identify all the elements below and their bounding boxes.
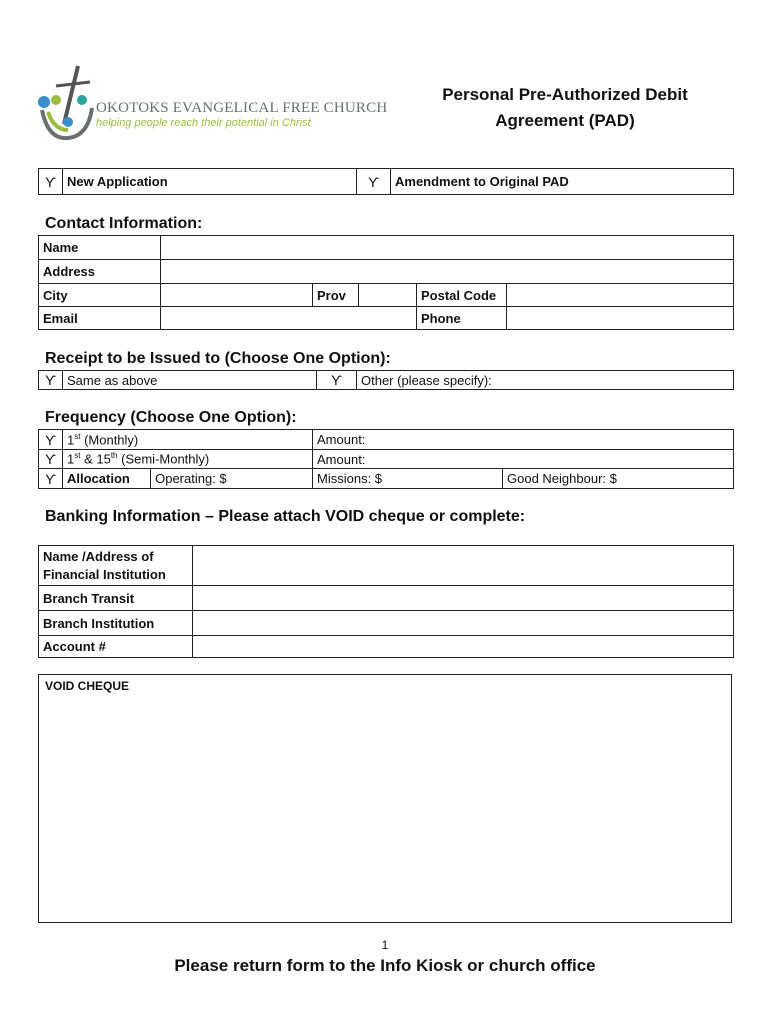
name-field[interactable] bbox=[161, 236, 734, 260]
other-label[interactable]: Other (please specify): bbox=[357, 371, 734, 390]
amount2-label[interactable]: Amount: bbox=[313, 450, 734, 469]
allocation-label: Allocation bbox=[63, 469, 151, 489]
semi-monthly-label: 1st & 15th (Semi-Monthly) bbox=[63, 450, 313, 469]
new-application-checkbox[interactable]: ϒ bbox=[39, 169, 63, 195]
phone-field[interactable] bbox=[507, 307, 734, 330]
branch-transit-label: Branch Transit bbox=[39, 586, 193, 611]
financial-institution-label bbox=[39, 546, 193, 586]
void-cheque-label: VOID CHEQUE bbox=[45, 679, 130, 693]
application-type-table bbox=[38, 168, 734, 195]
email-field[interactable] bbox=[161, 307, 417, 330]
church-logo-icon bbox=[34, 64, 96, 144]
amendment-label: Amendment to Original PAD bbox=[391, 169, 734, 195]
postal-code-label: Postal Code bbox=[417, 284, 507, 307]
financial-institution-label-line2: Financial Institution bbox=[43, 566, 166, 582]
account-field[interactable] bbox=[193, 636, 734, 658]
operating-label[interactable]: Operating: $ bbox=[151, 469, 313, 489]
address-field[interactable] bbox=[161, 260, 734, 284]
amount1-label[interactable]: Amount: bbox=[313, 430, 734, 450]
banking-heading: Banking Information – Please attach VOID cheque or complete: bbox=[45, 508, 526, 525]
same-as-above-checkbox[interactable]: ϒ bbox=[39, 371, 63, 390]
account-label: Account # bbox=[39, 636, 193, 658]
financial-institution-label-line1: Name /Address of bbox=[43, 548, 154, 564]
contact-table bbox=[38, 235, 734, 330]
frequency-table bbox=[38, 429, 734, 489]
same-as-above-label: Same as above bbox=[63, 371, 317, 390]
page-number: 1 bbox=[381, 938, 389, 952]
city-label: City bbox=[39, 284, 161, 307]
form-title bbox=[400, 82, 730, 134]
amendment-checkbox[interactable]: ϒ bbox=[357, 169, 391, 195]
email-label: Email bbox=[39, 307, 161, 330]
form-title-line1: Personal Pre-Authorized Debit bbox=[442, 85, 688, 104]
name-label: Name bbox=[39, 236, 161, 260]
postal-code-field[interactable] bbox=[507, 284, 734, 307]
branch-institution-field[interactable] bbox=[193, 611, 734, 636]
receipt-table bbox=[38, 370, 734, 390]
prov-field[interactable] bbox=[359, 284, 417, 307]
prov-label: Prov bbox=[313, 284, 359, 307]
semi-monthly-checkbox[interactable]: ϒ bbox=[39, 450, 63, 469]
other-checkbox[interactable]: ϒ bbox=[317, 371, 357, 390]
missions-label[interactable]: Missions: $ bbox=[313, 469, 503, 489]
church-logo bbox=[34, 64, 388, 144]
church-name: OKOTOKS EVANGELICAL FREE CHURCH bbox=[96, 100, 388, 116]
new-application-label: New Application bbox=[63, 169, 357, 195]
monthly-checkbox[interactable]: ϒ bbox=[39, 430, 63, 450]
branch-transit-field[interactable] bbox=[193, 586, 734, 611]
financial-institution-field[interactable] bbox=[193, 546, 734, 586]
branch-institution-label: Branch Institution bbox=[39, 611, 193, 636]
form-title-line2: Agreement (PAD) bbox=[495, 111, 635, 130]
address-label: Address bbox=[39, 260, 161, 284]
good-neighbour-label[interactable]: Good Neighbour: $ bbox=[503, 469, 734, 489]
frequency-heading: Frequency (Choose One Option): bbox=[45, 409, 297, 426]
contact-heading: Contact Information: bbox=[45, 215, 203, 232]
church-tagline: helping people reach their potential in Christ bbox=[96, 117, 311, 129]
footer-instructions: Please return form to the Info Kiosk or church office bbox=[174, 956, 596, 975]
banking-table bbox=[38, 545, 734, 658]
monthly-label: 1st (Monthly) bbox=[63, 430, 313, 450]
allocation-checkbox[interactable]: ϒ bbox=[39, 469, 63, 489]
phone-label: Phone bbox=[417, 307, 507, 330]
city-field[interactable] bbox=[161, 284, 313, 307]
receipt-heading: Receipt to be Issued to (Choose One Option): bbox=[45, 350, 391, 367]
void-cheque-box[interactable] bbox=[38, 674, 732, 923]
